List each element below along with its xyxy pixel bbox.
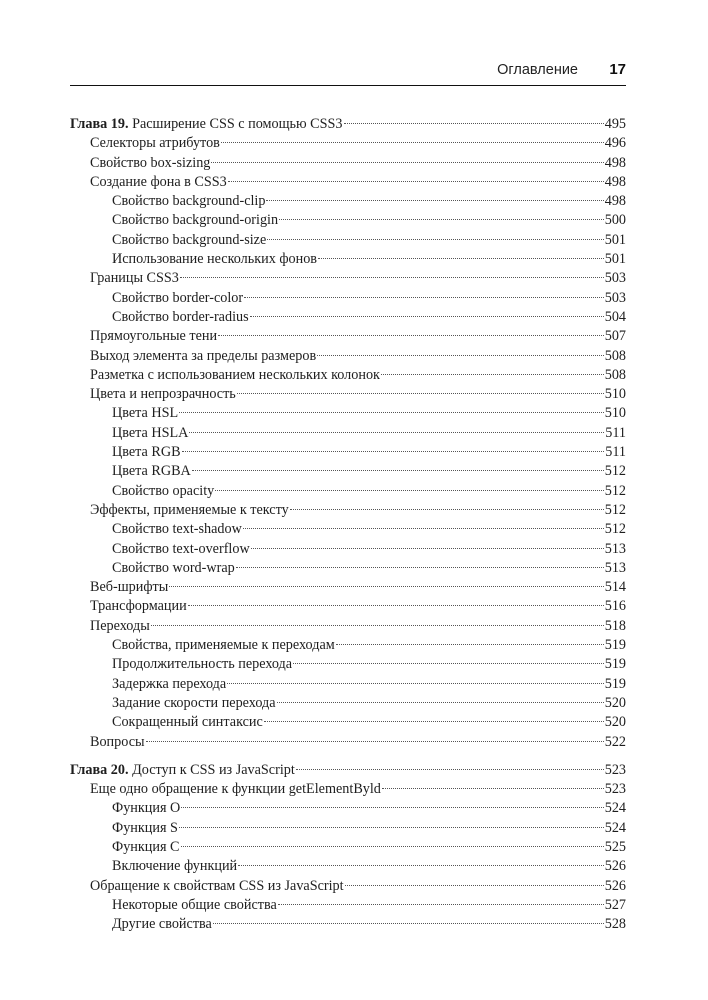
toc-subsection-entry <box>70 694 626 713</box>
entry-page-number: 500 <box>604 212 626 229</box>
toc-subsection-entry <box>70 713 626 732</box>
dot-leader <box>279 219 604 220</box>
entry-title: Выход элемента за пределы размеров <box>90 347 317 364</box>
dot-leader <box>181 807 603 808</box>
dot-leader <box>180 277 604 278</box>
dot-leader <box>382 788 604 789</box>
entry-page-number: 524 <box>604 819 626 836</box>
dot-leader <box>267 239 603 240</box>
entry-page-number: 510 <box>604 386 626 403</box>
entry-page-number: 503 <box>604 289 626 306</box>
dot-leader <box>290 509 604 510</box>
entry-title: Цвета RGB <box>112 444 181 461</box>
dot-leader <box>211 162 603 163</box>
toc-subsection-entry <box>70 896 626 915</box>
entry-page-number: 526 <box>604 858 626 875</box>
entry-title: Границы CSS3 <box>90 270 179 287</box>
entry-page-number: 496 <box>604 135 626 152</box>
entry-title: Цвета HSL <box>112 405 179 422</box>
chapter-label <box>70 761 295 780</box>
entry-title: Свойство box-sizing <box>90 154 211 171</box>
entry-page-number: 522 <box>604 733 626 750</box>
entry-page-number: 512 <box>604 463 626 480</box>
toc-subsection-entry <box>70 462 626 481</box>
dot-leader <box>218 335 604 336</box>
chapter-heading <box>70 761 626 780</box>
entry-title: Свойство word-wrap <box>112 559 235 576</box>
dot-leader <box>169 586 603 587</box>
header-rule <box>70 85 626 86</box>
dot-leader <box>188 605 604 606</box>
chapter-number: Глава 19. <box>70 116 129 132</box>
entry-title: Веб-шрифты <box>90 579 169 596</box>
entry-title: Еще одно обращение к функции getElementByld <box>90 781 381 798</box>
dot-leader <box>336 644 604 645</box>
entry-title: Функция S <box>112 819 178 836</box>
entry-page-number: 519 <box>604 656 626 673</box>
running-header <box>70 60 626 82</box>
chapter-number: Глава 20. <box>70 761 129 778</box>
entry-page-number: 516 <box>604 598 626 615</box>
dot-leader <box>244 297 604 298</box>
dot-leader <box>227 683 604 684</box>
toc-subsection-entry <box>70 636 626 655</box>
entry-page-number: 513 <box>604 559 626 576</box>
entry-title: Свойство border-color <box>112 289 244 306</box>
dot-leader <box>264 721 604 722</box>
toc-subsection-entry <box>70 308 626 327</box>
entry-title: Цвета RGBA <box>112 463 191 480</box>
dot-leader <box>381 374 604 375</box>
toc-subsection-entry <box>70 443 626 462</box>
entry-page-number: 524 <box>604 800 626 817</box>
dot-leader <box>213 923 604 924</box>
toc-subsection-entry <box>70 211 626 230</box>
entry-page-number: 528 <box>604 916 626 933</box>
toc-subsection-entry <box>70 482 626 501</box>
entry-page-number: 519 <box>604 675 626 692</box>
entry-title: Сокращенный синтаксис <box>112 714 263 731</box>
entry-title: Включение функций <box>112 858 238 875</box>
entry-title: Другие свойства <box>112 916 212 933</box>
entry-title: Продолжительность перехода <box>112 656 293 673</box>
entry-page-number: 508 <box>604 347 626 364</box>
dot-leader <box>221 142 604 143</box>
toc-subsection-entry <box>70 857 626 876</box>
toc-subsection-entry <box>70 192 626 211</box>
dot-leader <box>215 490 603 491</box>
toc-subsection-entry <box>70 838 626 857</box>
dot-leader <box>181 846 604 847</box>
chapter-heading <box>70 115 626 134</box>
entry-title: Вопросы <box>90 733 145 750</box>
dot-leader <box>179 827 604 828</box>
entry-title: Эффекты, применяемые к тексту <box>90 501 289 518</box>
entry-page-number: 503 <box>604 270 626 287</box>
entry-title: Функция С <box>112 838 180 855</box>
toc-subsection-entry <box>70 424 626 443</box>
entry-page-number: 527 <box>604 896 626 913</box>
entry-page-number: 498 <box>604 193 626 210</box>
entry-page-number: 511 <box>605 424 626 441</box>
dot-leader <box>179 412 604 413</box>
toc-section-entry <box>70 733 626 752</box>
page-number: 17 <box>609 61 626 78</box>
entry-page-number: 512 <box>604 521 626 538</box>
table-of-contents <box>70 115 626 943</box>
entry-page-number: 513 <box>604 540 626 557</box>
toc-section-entry <box>70 597 626 616</box>
entry-title: Свойство background-size <box>112 231 267 248</box>
dot-leader <box>237 393 604 394</box>
entry-title: Свойства, применяемые к переходам <box>112 637 335 654</box>
entry-title: Свойство text-shadow <box>112 521 242 538</box>
dot-leader <box>345 885 604 886</box>
chapter-page-number: 523 <box>604 761 626 778</box>
dot-leader <box>151 625 604 626</box>
entry-title: Разметка с использованием нескольких колонок <box>90 366 380 383</box>
dot-leader <box>251 548 604 549</box>
entry-title: Прямоугольные тени <box>90 328 218 345</box>
toc-section-entry <box>70 780 626 799</box>
entry-page-number: 514 <box>604 579 626 596</box>
dot-leader <box>228 181 604 182</box>
toc-section-entry <box>70 134 626 153</box>
entry-page-number: 498 <box>604 154 626 171</box>
dot-leader <box>146 741 604 742</box>
entry-page-number: 507 <box>604 328 626 345</box>
toc-subsection-entry <box>70 231 626 250</box>
entry-page-number: 519 <box>604 637 626 654</box>
entry-title: Свойство text-overflow <box>112 540 250 557</box>
toc-section-entry <box>70 366 626 385</box>
toc-section-entry <box>70 617 626 636</box>
entry-page-number: 523 <box>604 781 626 798</box>
toc-subsection-entry <box>70 289 626 308</box>
dot-leader <box>238 865 604 866</box>
entry-title: Свойство background-clip <box>112 193 266 210</box>
entry-title: Создание фона в CSS3 <box>90 173 227 190</box>
entry-title: Свойство opacity <box>112 482 215 499</box>
entry-page-number: 520 <box>604 714 626 731</box>
entry-page-number: 510 <box>604 405 626 422</box>
dot-leader <box>277 702 604 703</box>
chapter-label <box>70 115 343 134</box>
entry-title: Цвета и непрозрачность <box>90 386 236 403</box>
entry-title: Свойство border-radius <box>112 308 249 325</box>
toc-subsection-entry <box>70 819 626 838</box>
toc-section-entry <box>70 501 626 520</box>
entry-page-number: 508 <box>604 366 626 383</box>
entry-title: Переходы <box>90 617 150 634</box>
entry-page-number: 504 <box>604 308 626 325</box>
dot-leader <box>189 432 604 433</box>
entry-page-number: 520 <box>604 694 626 711</box>
entry-page-number: 511 <box>605 444 626 461</box>
entry-page-number: 525 <box>604 838 626 855</box>
dot-leader <box>317 355 604 356</box>
dot-leader <box>236 567 604 568</box>
toc-subsection-entry <box>70 915 626 934</box>
chapter-block <box>70 761 626 935</box>
dot-leader <box>266 200 603 201</box>
toc-subsection-entry <box>70 404 626 423</box>
toc-subsection-entry <box>70 540 626 559</box>
dot-leader <box>182 451 605 452</box>
toc-subsection-entry <box>70 675 626 694</box>
toc-section-entry <box>70 173 626 192</box>
dot-leader <box>278 904 604 905</box>
entry-page-number: 518 <box>604 617 626 634</box>
entry-title: Задержка перехода <box>112 675 227 692</box>
dot-leader <box>250 316 604 317</box>
toc-subsection-entry <box>70 250 626 269</box>
chapter-page-number: 495 <box>604 116 626 132</box>
toc-subsection-entry <box>70 520 626 539</box>
entry-title: Функция О <box>112 800 181 817</box>
dot-leader <box>318 258 604 259</box>
dot-leader <box>243 528 604 529</box>
entry-page-number: 526 <box>604 877 626 894</box>
dot-leader <box>344 123 604 124</box>
entry-title: Обращение к свойствам CSS из JavaScript <box>90 877 344 894</box>
entry-title: Задание скорости перехода <box>112 694 276 711</box>
toc-subsection-entry <box>70 799 626 818</box>
entry-title: Свойство background-origin <box>112 212 279 229</box>
dot-leader <box>192 470 604 471</box>
toc-section-entry <box>70 385 626 404</box>
dot-leader <box>293 663 604 664</box>
entry-page-number: 512 <box>604 501 626 518</box>
toc-section-entry <box>70 578 626 597</box>
chapter-block <box>70 115 626 752</box>
dot-leader <box>296 769 604 770</box>
chapter-title: Доступ к CSS из JavaScript <box>132 761 295 778</box>
toc-section-entry <box>70 327 626 346</box>
toc-section-entry <box>70 269 626 288</box>
entry-page-number: 498 <box>604 173 626 190</box>
entry-title: Цвета HSLA <box>112 424 189 441</box>
toc-subsection-entry <box>70 655 626 674</box>
toc-section-entry <box>70 877 626 896</box>
chapter-title: Расширение CSS с помощью CSS3 <box>132 116 343 132</box>
toc-section-entry <box>70 347 626 366</box>
section-title: Оглавление <box>497 62 578 78</box>
entry-title: Некоторые общие свойства <box>112 896 277 913</box>
entry-title: Трансформации <box>90 598 187 615</box>
entry-page-number: 501 <box>604 231 626 248</box>
entry-title: Селекторы атрибутов <box>90 135 220 152</box>
entry-title: Использование нескольких фонов <box>112 251 318 268</box>
toc-subsection-entry <box>70 559 626 578</box>
entry-page-number: 501 <box>604 251 626 268</box>
entry-page-number: 512 <box>604 482 626 499</box>
toc-section-entry <box>70 154 626 173</box>
